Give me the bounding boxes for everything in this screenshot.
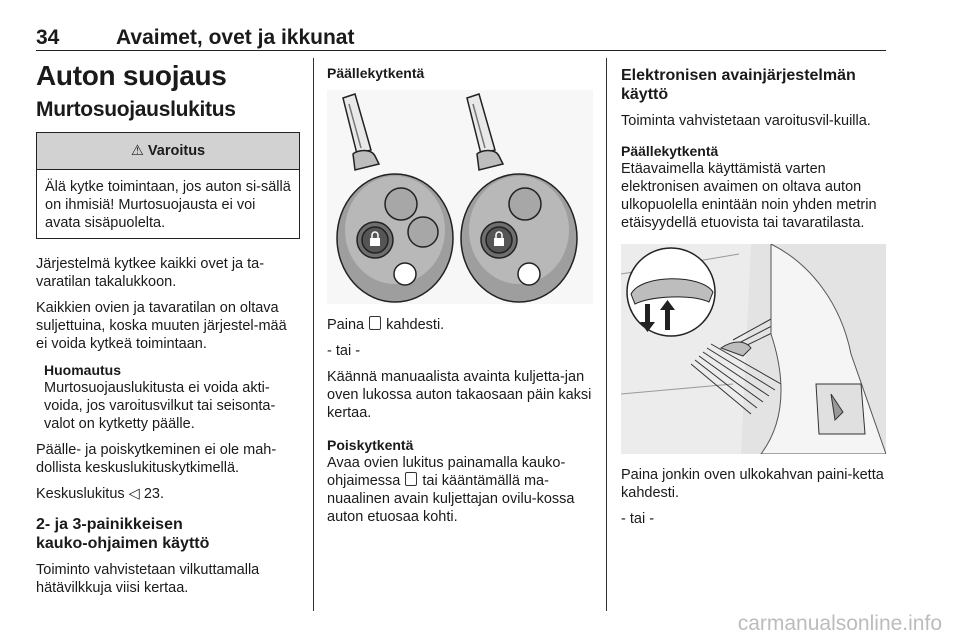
electronic-key-illustration — [621, 244, 886, 454]
warning-header — [37, 133, 299, 170]
subsection-heading: Elektronisen avainjärjestelmän käyttö — [621, 67, 856, 103]
paragraph: - tai - — [327, 343, 361, 359]
warning-text: Älä kytke toimintaan, jos auton si-sällä on ihmisiä! Murtosuojausta ei voi avata sisäpuolelta. — [45, 179, 291, 231]
warning-triangle-icon: ⚠ — [130, 143, 144, 159]
subheading-activation: Päällekytkentä — [621, 143, 719, 159]
text-span: kahdesti. — [386, 317, 445, 333]
paragraph: Paina jonkin oven ulkokahvan paini-ketta kahdesti. — [621, 467, 884, 501]
note-title: Huomautus — [44, 362, 121, 378]
column-divider-2 — [606, 58, 607, 611]
warning-title: Varoitus — [147, 143, 206, 159]
paragraph: Käännä manuaalista avainta kuljetta-jan oven lukossa auton takaosaan päin kaksi kertaa. — [327, 369, 592, 421]
heading-line: kauko-ohjaimen käyttö — [36, 535, 210, 552]
lock-icon — [369, 316, 381, 330]
subheading-activation: Päällekytkentä — [327, 65, 425, 81]
column-right — [621, 58, 886, 536]
paragraph — [327, 316, 593, 334]
paragraph: Kaikkien ovien ja tavaratilan on oltava suljettuina, koska muuten järjestel-mää ei voida kytkeä toimintaan. — [36, 300, 287, 352]
column-left — [36, 58, 300, 605]
page-header — [36, 24, 886, 51]
watermark: carmanualsonline.info — [737, 612, 942, 635]
note-block — [36, 361, 300, 433]
subsection-title: Murtosuojauslukitus — [36, 98, 236, 121]
unlock-icon — [405, 472, 417, 486]
paragraph: Toiminto vahvistetaan vilkuttamalla hätävilkkuja viisi kertaa. — [36, 562, 260, 596]
chapter-title: Avaimet, ovet ja ikkunat — [116, 26, 355, 49]
paragraph — [327, 454, 593, 526]
warning-box — [36, 132, 300, 239]
heading-line: 2- ja 3-painikkeisen — [36, 516, 183, 533]
paragraph: - tai - — [621, 511, 655, 527]
page-number: 34 — [36, 26, 60, 49]
door-handle-inset — [627, 248, 715, 336]
paragraph: Etäavaimella käyttämistä varten elektronisen avaimen on oltava auton ulkopuolella enintään noin yhden metrin etäisyydellä etuovista tai tavaratilasta. — [621, 161, 877, 231]
paragraph: Toiminta vahvistetaan varoitusvil-kuilla. — [621, 113, 871, 129]
subheading-deactivation: Poiskytkentä — [327, 437, 414, 453]
text-span: Paina — [327, 317, 365, 333]
note-text: Murtosuojauslukitusta ei voida akti-voida, jos varoitusvilkut tai seisonta-valot on kytketty päälle. — [44, 380, 276, 432]
cross-reference: Keskuslukitus ◁ 23. — [36, 486, 165, 502]
text-span: Avaa ovien lukitus painamalla kauko-ohjaimessa — [327, 455, 566, 489]
paragraph: Järjestelmä kytkee kaikki ovet ja ta-varatilan takalukkoon. — [36, 256, 265, 290]
column-divider-1 — [313, 58, 314, 611]
subsection-heading — [36, 515, 300, 553]
remote-keys-illustration — [327, 90, 593, 304]
paragraph: Päälle- ja poiskytkeminen ei ole mah-dollista keskuslukituskytkimellä. — [36, 442, 277, 476]
section-title: Auton suojaus — [36, 60, 227, 91]
column-middle — [327, 58, 593, 534]
text-span: tai kääntämällä ma-nuaalinen avain kuljettajan ovilu-kossa auton etuosaa kohti. — [327, 473, 575, 525]
